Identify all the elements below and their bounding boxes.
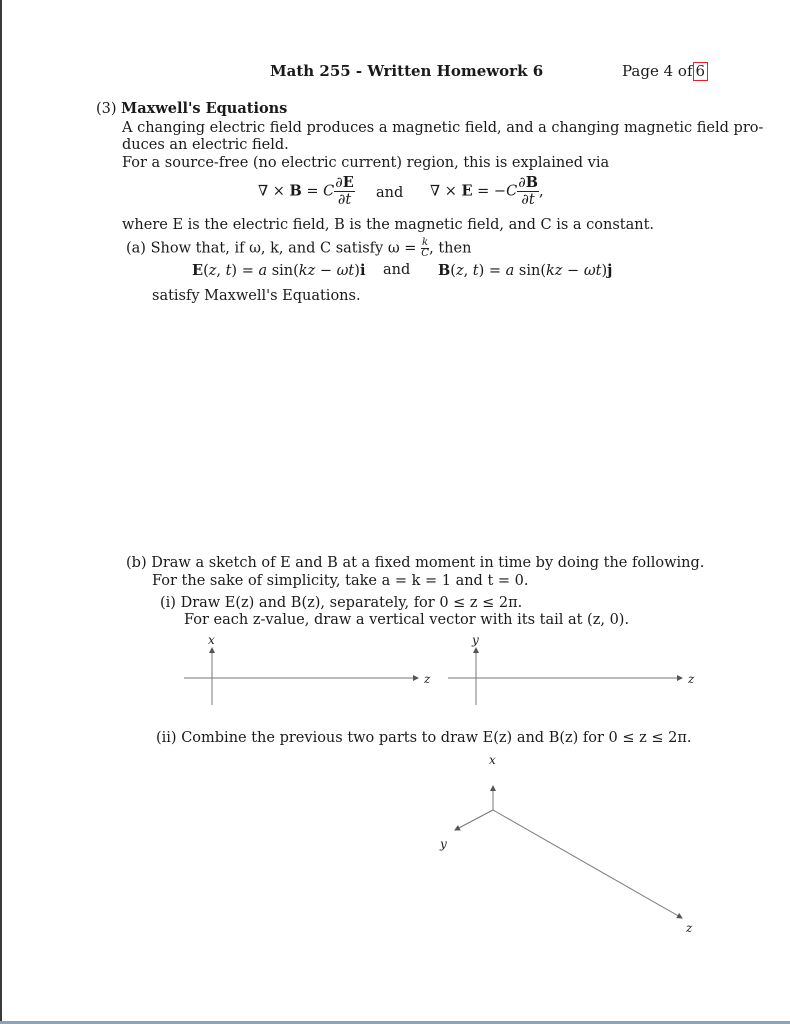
plot-e-z-label: z [424,672,431,686]
equation-e-field: E(z, t) = a sin(kz − ωt)i [192,262,366,279]
page-prefix: Page 4 of [622,62,693,80]
part-b-line-2: For the sake of simplicity, take a = k = 1 and t = 0. [152,573,529,589]
page-total-link[interactable]: 6 [693,62,709,81]
sub-ii-text: Combine the previous two parts to draw E(z) and B(z) for 0 ≤ z ≤ 2π. [181,730,692,746]
part-a-then: , then [429,240,472,257]
where-line: where E is the electric field, B is the magnetic field, and C is a constant. [122,217,655,233]
equation-curl-b: ∇ × B = C $\frac{\partial E}{\partial t}$ [258,174,354,208]
plot-e-x-label: x [208,633,215,647]
sub-ii-label: (ii) [156,730,177,746]
plot-3d-y-axis [455,810,493,830]
plot-3d-y-label: y [440,837,447,851]
part-b-label: (b) [126,555,147,571]
problem-number: (3) [96,101,117,117]
intro-line-2: duces an electric field. [122,137,289,153]
sub-i-label: (i) [160,595,176,611]
plot-3d-x-label: x [489,753,496,767]
k-over-c-fraction: $\frac{k}{C}$ [421,237,429,259]
intro-line-1: A changing electric field produces a magnetic field, and a changing magnetic field pro- [122,120,764,136]
sub-ii-line [156,730,692,746]
plot-b-z-label: z [688,672,695,686]
plot-3d-z-axis [493,810,682,918]
plot-3d-z-label: z [686,921,693,935]
equation-curl-e: ∇ × E = −C $\frac{\partial B}{\partial t}$ , [430,174,544,208]
equation-and: and [376,185,404,201]
problem-title: Maxwell's Equations [121,100,288,117]
equation-and-2: and [383,262,411,278]
part-a-text: Show that, if ω, k, and C satisfy ω = [150,240,417,257]
equation-b-field: B(z, t) = a sin(kz − ωt)j [438,262,613,279]
page-title: Math 255 - Written Homework 6 [270,62,544,80]
sub-i-line-2: For each z-value, draw a vertical vector with its tail at (z, 0). [184,612,630,628]
plot-b-y-label: y [472,633,479,647]
intro-line-3: For a source-free (no electric current) region, this is explained via [122,155,610,171]
sub-i-text: Draw E(z) and B(z), separately, for 0 ≤ z ≤ 2π. [180,595,523,611]
part-a-satisfy: satisfy Maxwell's Equations. [152,288,361,304]
part-b-text: Draw a sketch of E and B at a fixed moment in time by doing the following. [151,555,705,571]
part-a-label: (a) [126,240,146,257]
